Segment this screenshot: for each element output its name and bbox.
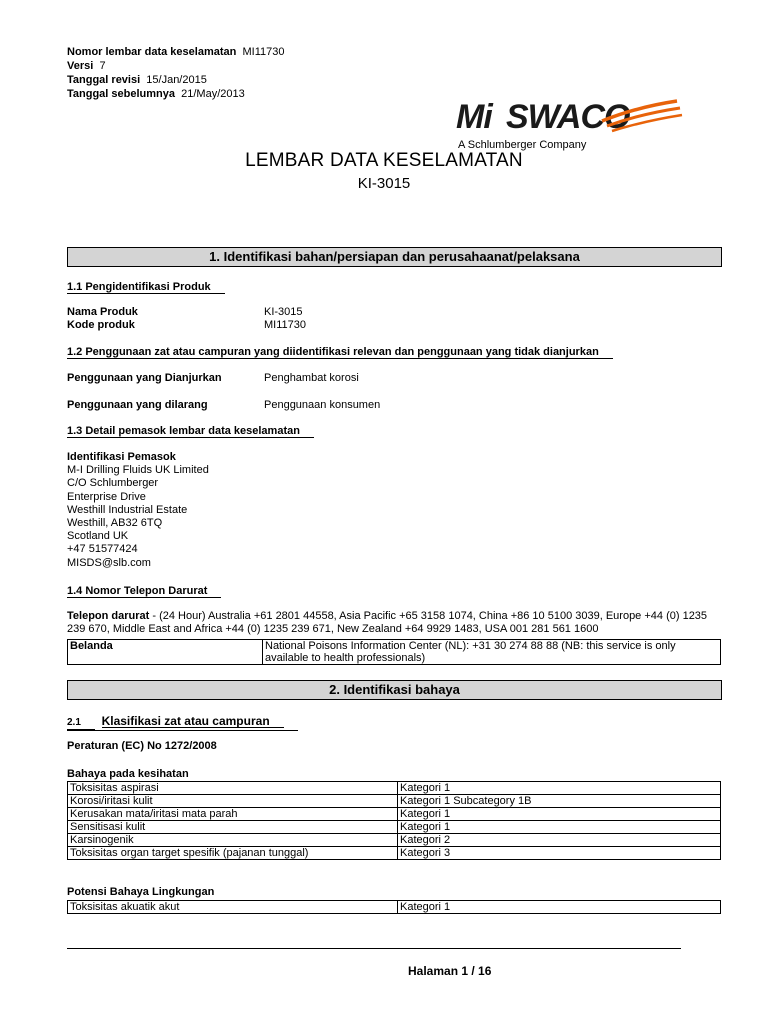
table-row — [68, 640, 721, 665]
category-cell: Kategori 2 — [398, 834, 721, 847]
company-logo — [452, 95, 692, 151]
netherlands-contact-table — [67, 639, 721, 665]
subsection-2-1: 2.1 Klasifikasi zat atau campuran — [67, 714, 298, 731]
hazard-cell: Toksisitas akuatik akut — [68, 901, 398, 914]
table-row — [68, 808, 721, 821]
subsection-1-3: 1.3 Detail pemasok lembar data keselamatan — [67, 425, 314, 438]
nl-country: Belanda — [68, 640, 263, 665]
regulation-label: Peraturan (EC) No 1272/2008 — [67, 740, 217, 752]
prohibited-use-label: Penggunaan yang dilarang — [67, 399, 208, 411]
health-hazards-label: Bahaya pada kesihatan — [67, 768, 189, 780]
env-hazards-table — [67, 900, 721, 914]
hazard-cell: Kerusakan mata/iritasi mata parah — [68, 808, 398, 821]
revision-date-value: 15/Jan/2015 — [146, 74, 207, 86]
supplier-label: Identifikasi Pemasok — [67, 451, 176, 463]
previous-date — [67, 88, 245, 100]
page-number: Halaman 1 / 16 — [408, 964, 492, 978]
product-code-label: Kode produk — [67, 319, 135, 331]
nl-contact-text: National Poisons Information Center (NL): +31 30 274 88 88 (NB: this service is only available to health professionals) — [263, 640, 721, 665]
category-cell: Kategori 1 — [398, 782, 721, 795]
category-cell: Kategori 1 — [398, 901, 721, 914]
supplier-line: +47 51577424 — [67, 543, 138, 556]
health-hazards-table — [67, 781, 721, 860]
table-row — [68, 782, 721, 795]
subsection-1-2: 1.2 Penggunaan zat atau campuran yang diidentifikasi relevan dan penggunaan yang tidak dianjurkan — [67, 346, 613, 359]
hazard-cell: Korosi/iritasi kulit — [68, 795, 398, 808]
recommended-use-value: Penghambat korosi — [264, 372, 359, 384]
product-name-label: Nama Produk — [67, 306, 138, 318]
section-1-heading: 1. Identifikasi bahan/persiapan dan perusahaanat/pelaksana — [67, 247, 722, 267]
table-row — [68, 795, 721, 808]
hazard-cell: Toksisitas aspirasi — [68, 782, 398, 795]
product-name-value: KI-3015 — [264, 306, 303, 318]
table-row — [68, 901, 721, 914]
supplier-line: Scotland UK — [67, 530, 129, 543]
document-title: LEMBAR DATA KESELAMATAN — [245, 150, 523, 171]
emergency-phone — [67, 610, 727, 636]
hazard-cell: Sensitisasi kulit — [68, 821, 398, 834]
revision-date — [67, 74, 207, 86]
miswaco-logo-icon — [452, 95, 692, 151]
previous-date-value: 21/May/2013 — [181, 88, 245, 100]
supplier-line: Westhill Industrial Estate — [67, 503, 188, 516]
product-code-value: MI11730 — [264, 319, 306, 331]
svg-text:A Schlumberger Company: A Schlumberger Company — [458, 139, 587, 151]
prohibited-use-value: Penggunaan konsumen — [264, 399, 381, 411]
table-row — [68, 834, 721, 847]
category-cell: Kategori 1 — [398, 808, 721, 821]
table-row — [68, 847, 721, 860]
emergency-label: Telepon darurat — [67, 610, 150, 622]
supplier-line: C/O Schlumberger — [67, 477, 159, 490]
svg-text:Mi: Mi — [456, 98, 492, 136]
version — [67, 60, 106, 72]
supplier-line: Westhill, AB32 6TQ — [67, 517, 163, 530]
revision-date-label: Tanggal revisi — [67, 74, 141, 86]
svg-text:SWACO: SWACO — [506, 98, 630, 136]
category-cell: Kategori 1 Subcategory 1B — [398, 795, 721, 808]
env-hazards-label: Potensi Bahaya Lingkungan — [67, 886, 215, 898]
footer-divider — [67, 948, 681, 949]
sds-number-label: Nomor lembar data keselamatan — [67, 46, 237, 58]
subsection-1-1: 1.1 Pengidentifikasi Produk — [67, 281, 225, 294]
version-label: Versi — [67, 60, 94, 72]
hazard-cell: Karsinogenik — [68, 834, 398, 847]
section-2-heading: 2. Identifikasi bahaya — [67, 680, 722, 700]
previous-date-label: Tanggal sebelumnya — [67, 88, 175, 100]
table-row — [68, 821, 721, 834]
hazard-cell: Toksisitas organ target spesifik (pajanan tunggal) — [68, 847, 398, 860]
supplier-line: M-I Drilling Fluids UK Limited — [67, 464, 209, 477]
supplier-block — [67, 451, 209, 570]
supplier-email: MISDS@slb.com — [67, 556, 151, 569]
version-value: 7 — [99, 60, 106, 72]
recommended-use-label: Penggunaan yang Dianjurkan — [67, 372, 222, 384]
sds-number-value: MI11730 — [242, 46, 285, 58]
sds-number — [67, 46, 284, 58]
category-cell: Kategori 1 — [398, 821, 721, 834]
category-cell: Kategori 3 — [398, 847, 721, 860]
supplier-line: Enterprise Drive — [67, 490, 146, 503]
product-code-title: KI-3015 — [357, 175, 411, 192]
emergency-numbers: - (24 Hour) Australia +61 2801 44558, Asia Pacific +65 3158 1074, China +86 10 5100 3039, Europe +44 (0) 1235 239 670, Middle East and Africa +44 (0) 1235 239 671, New Zealand +64 9929 1483, USA 001 281 561 1600 — [67, 610, 708, 635]
subsection-1-4: 1.4 Nomor Telepon Darurat — [67, 585, 221, 598]
